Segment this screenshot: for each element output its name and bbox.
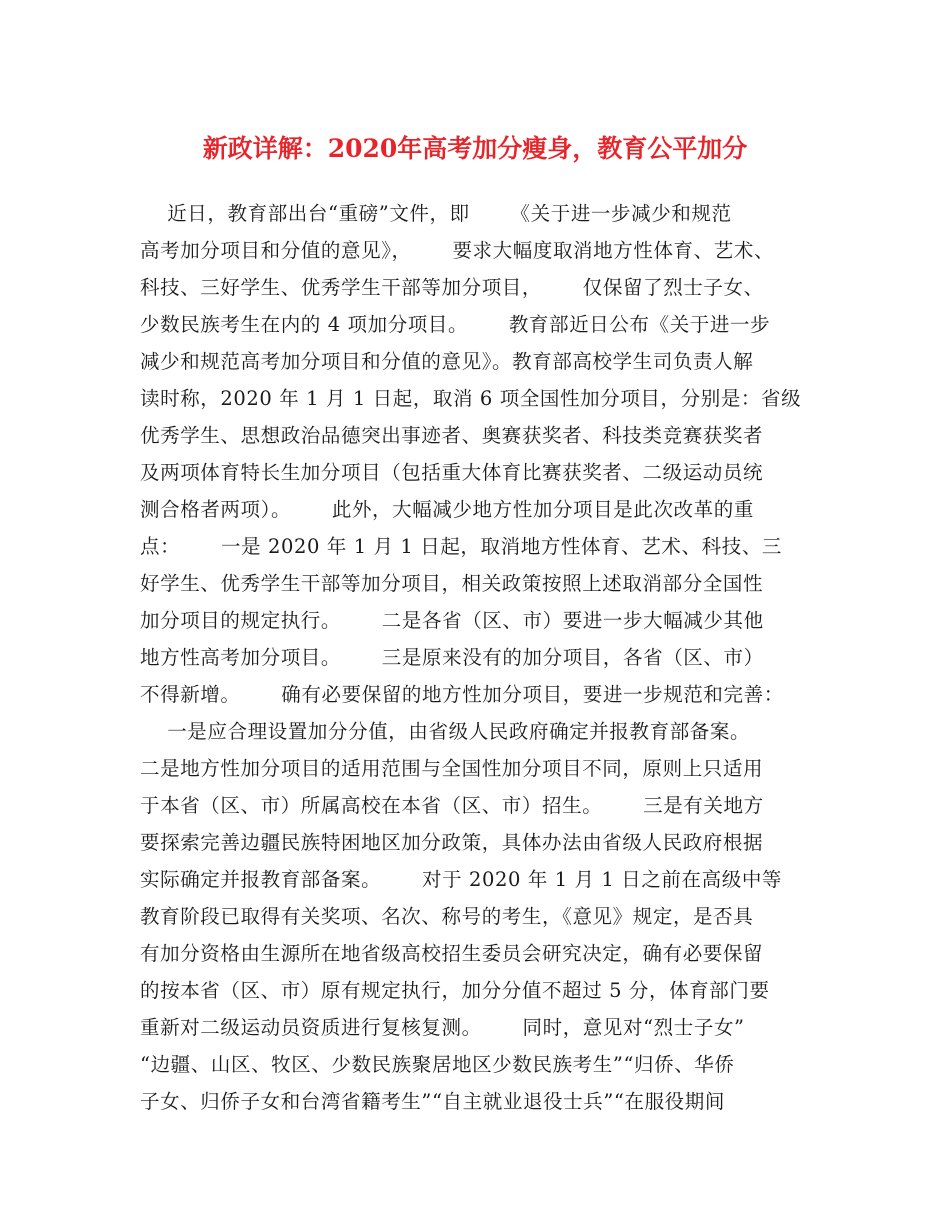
body-line: 加分项目的规定执行。 二是各省（区、市）要进一步大幅减少其他: [140, 609, 764, 632]
body-line: 读时称，2020 年 1 月 1 日起，取消 6 项全国性加分项目，分别是：省级: [140, 387, 802, 410]
body-line: 优秀学生、思想政治品德突出事迹者、奥赛获奖者、科技类竞赛获奖者: [140, 424, 764, 447]
body-line: 科技、三好学生、优秀学生干部等加分项目， 仅保留了烈士子女、: [140, 276, 764, 299]
body-line: 实际确定并报教育部备案。 对于 2020 年 1 月 1 日之前在高级中等: [140, 868, 783, 891]
body-line: 点： 一是 2020 年 1 月 1 日起，取消地方性体育、艺术、科技、三: [140, 535, 783, 558]
body-line: 高考加分项目和分值的意见》， 要求大幅度取消地方性体育、艺术、: [140, 239, 775, 262]
body-line: 不得新增。 确有必要保留的地方性加分项目，要进一步规范和完善：: [140, 683, 784, 706]
body-line: 有加分资格由生源所在地省级高校招生委员会研究决定，确有必要保留: [140, 942, 764, 965]
body-line: 的按本省（区、市）原有规定执行，加分分值不超过 5 分，体育部门要: [140, 979, 770, 1002]
article-body: [140, 195, 830, 1120]
body-line: 好学生、优秀学生干部等加分项目，相关政策按照上述取消部分全国性: [140, 572, 764, 595]
body-line: 少数民族考生在内的 4 项加分项目。 教育部近日公布《关于进一步: [140, 313, 771, 336]
page-title: 新政详解：2020年高考加分瘦身，教育公平加分: [202, 134, 748, 163]
body-line: 近日，教育部出台“重磅”文件，即 《关于进一步减少和规范: [140, 202, 732, 225]
body-line: 一是应合理设置加分分值，由省级人民政府确定并报教育部备案。: [140, 720, 751, 743]
body-line: “边疆、山区、牧区、少数民族聚居地区少数民族考生”“归侨、华侨: [140, 1053, 735, 1076]
body-line: 测合格者两项）。 此外，大幅减少地方性加分项目是此次改革的重: [140, 498, 754, 521]
body-line: 子女、归侨子女和台湾省籍考生”“自主就业退役士兵”“在服役期间: [140, 1090, 725, 1113]
body-line: 于本省（区、市）所属高校在本省（区、市）招生。 三是有关地方: [140, 794, 764, 817]
body-line: 教育阶段已取得有关奖项、名次、称号的考生，《意见》规定，是否具: [140, 905, 754, 928]
body-line: 要探索完善边疆民族特困地区加分政策，具体办法由省级人民政府根据: [140, 831, 764, 854]
body-line: 及两项体育特长生加分项目（包括重大体育比赛获奖者、二级运动员统: [140, 461, 764, 484]
body-line: 地方性高考加分项目。 三是原来没有的加分项目，各省（区、市）: [140, 646, 764, 669]
body-line: 二是地方性加分项目的适用范围与全国性加分项目不同，原则上只适用: [140, 757, 764, 780]
body-line: 重新对二级运动员资质进行复核复测。 同时，意见对“烈士子女”: [140, 1016, 745, 1039]
body-line: 减少和规范高考加分项目和分值的意见》。教育部高校学生司负责人解: [140, 350, 754, 373]
